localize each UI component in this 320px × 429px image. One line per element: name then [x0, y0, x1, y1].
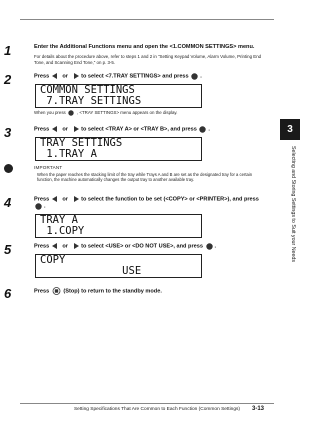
instruction-text: (Stop) to return to the standby mode. [63, 288, 162, 295]
lcd-display [35, 214, 202, 238]
lcd-line: 1.COPY [40, 225, 85, 237]
important-heading: IMPORTANT [34, 165, 63, 170]
step-2 [4, 72, 266, 87]
page-number: 3-13 [252, 406, 265, 412]
lcd-line: 1.TRAY A [40, 148, 97, 160]
instruction-text: . [44, 203, 46, 210]
step-6 [4, 286, 266, 301]
step-instruction [34, 196, 266, 211]
right-arrow-key-icon [71, 196, 79, 202]
lcd-line: COMMON SETTINGS [40, 84, 135, 96]
important-note [34, 165, 266, 183]
left-arrow-key-icon [52, 243, 60, 249]
bottom-rule [20, 403, 274, 404]
instruction-text: to select <USE> or <DO NOT USE>, and press [81, 243, 203, 250]
lcd-display [35, 84, 202, 108]
step-5 [4, 242, 266, 257]
step-note [34, 110, 266, 116]
instruction-text: to select the function to be set (<COPY> or <PRINTER>), and press [81, 196, 259, 203]
step-number: 5 [4, 242, 12, 257]
step-number: 3 [4, 125, 12, 140]
ok-key-icon [35, 203, 43, 209]
lcd-line: USE [40, 265, 142, 277]
step-number: 1 [4, 43, 12, 58]
lcd-display [35, 137, 202, 161]
lcd-line: COPY [40, 254, 66, 266]
step-instruction [34, 73, 266, 80]
left-arrow-key-icon [52, 126, 60, 132]
right-arrow-key-icon [71, 126, 79, 132]
step-number: 4 [4, 195, 12, 210]
footer-section-title: Setting Specifications That Are Common to Each Function (Common Settings) [73, 407, 240, 412]
top-rule [20, 19, 274, 20]
note-text: When you press [34, 110, 66, 116]
instruction-text: . [200, 73, 202, 80]
ok-key-icon [199, 126, 207, 132]
instruction-text: Press [34, 196, 50, 203]
step-instruction [34, 243, 266, 250]
ok-key-icon [68, 110, 76, 116]
step-3 [4, 125, 266, 140]
step-instruction: Enter the Additional Functions menu and open the <1.COMMON SETTINGS> menu. [34, 44, 255, 50]
right-arrow-key-icon [71, 73, 79, 79]
chapter-tab: 3 [280, 119, 300, 140]
step-number: 2 [4, 72, 12, 87]
note-text: , <TRAY SETTINGS> menu appears on the display. [76, 110, 178, 116]
important-body: When the paper reaches the stacking limit of the tray while Trays A and B are set as the designated tray for a certain function, the machine automatically changes the output tray to another available tray. [37, 172, 253, 183]
stop-key-icon [52, 287, 61, 295]
step-2-note [34, 110, 266, 116]
step-4 [4, 195, 266, 211]
instruction-text: . [214, 243, 217, 250]
lcd-line: TRAY SETTINGS [40, 137, 123, 149]
important-icon [4, 164, 13, 173]
right-arrow-key-icon [71, 243, 79, 249]
instruction-text: or [62, 196, 68, 203]
instruction-text: or [62, 126, 68, 133]
instruction-text: to select <TRAY A> or <TRAY B>, and press [81, 126, 197, 133]
instruction-text: or [62, 73, 68, 80]
chapter-title: Selecting and Storing Settings to Suit your Needs [290, 146, 296, 263]
step-1 [4, 43, 266, 65]
instruction-text: Press [34, 126, 50, 133]
instruction-text: or [62, 243, 68, 250]
lcd-display [35, 254, 202, 278]
left-arrow-key-icon [52, 196, 60, 202]
step-instruction [34, 287, 266, 295]
step-instruction [34, 126, 266, 133]
ok-key-icon [191, 73, 199, 79]
ok-key-icon [206, 243, 214, 249]
step-note: For details about the procedure above, refer to steps 1 and 2 in "Setting Keypad Volume, Alarm Volume, Printing End Tone, and Scanning End Tone," on p. 3-5. [34, 54, 262, 65]
lcd-line: 7.TRAY SETTINGS [40, 95, 142, 107]
instruction-text: Press [34, 243, 50, 250]
instruction-text: to select <7.TRAY SETTINGS> and press [81, 73, 189, 80]
instruction-text: Press [34, 288, 50, 295]
lcd-line: TRAY A [40, 214, 78, 226]
step-number: 6 [4, 286, 12, 301]
instruction-text: . [208, 126, 210, 133]
instruction-text: Press [34, 73, 50, 80]
left-arrow-key-icon [52, 73, 60, 79]
